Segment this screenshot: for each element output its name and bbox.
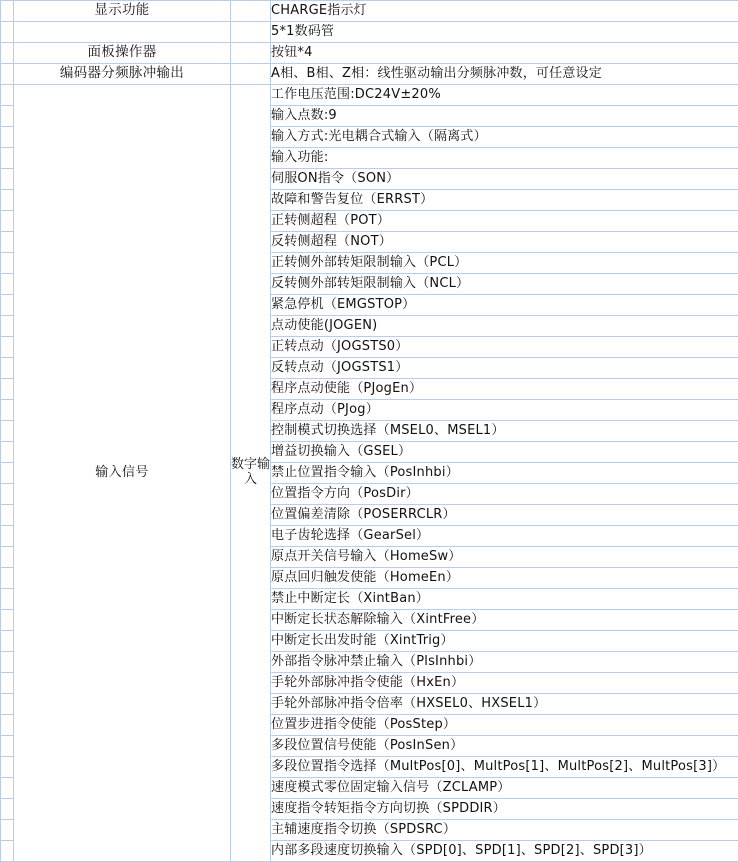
outer-spacer-cell xyxy=(1,379,14,400)
outer-spacer-cell xyxy=(1,400,14,421)
row-label-cell xyxy=(14,43,231,64)
table-row xyxy=(1,22,738,43)
row-value: 输入方式:光电耦合式输入（隔离式） xyxy=(271,127,738,148)
outer-spacer-cell xyxy=(1,295,14,316)
row-value: 位置偏差清除（POSERRCLR） xyxy=(271,505,738,526)
outer-spacer-cell xyxy=(1,127,14,148)
table-body xyxy=(1,1,738,862)
row-value: 程序点动（PJog） xyxy=(271,400,738,421)
row-value: 工作电压范围:DC24V±20% xyxy=(271,85,738,106)
row-value: 禁止中断定长（XintBan） xyxy=(271,589,738,610)
outer-spacer-cell xyxy=(1,694,14,715)
row-value: 位置指令方向（PosDir） xyxy=(271,484,738,505)
outer-spacer-cell xyxy=(1,673,14,694)
outer-spacer-cell xyxy=(1,211,14,232)
row-value: 反转点动（JOGSTS1） xyxy=(271,358,738,379)
row-value: 故障和警告复位（ERRST） xyxy=(271,190,738,211)
table-row xyxy=(1,43,738,64)
table-row xyxy=(1,85,738,106)
row-value: A相、B相、Z相：线性驱动输出分频脉冲数，可任意设定 xyxy=(271,64,738,85)
row-value: 增益切换输入（GSEL） xyxy=(271,442,738,463)
row-value: 速度模式零位固定输入信号（ZCLAMP） xyxy=(271,778,738,799)
outer-spacer-cell xyxy=(1,547,14,568)
row-label: 面板操作器 xyxy=(14,45,230,61)
sub-label-cell xyxy=(231,1,271,22)
outer-spacer-cell xyxy=(1,106,14,127)
outer-spacer-cell xyxy=(1,358,14,379)
outer-spacer-cell xyxy=(1,43,14,64)
row-label-cell xyxy=(14,1,231,22)
outer-spacer-cell xyxy=(1,820,14,841)
row-value: 内部多段速度切换输入（SPD[0]、SPD[1]、SPD[2]、SPD[3]） xyxy=(271,841,738,862)
outer-spacer-cell xyxy=(1,421,14,442)
row-value: 中断定长状态解除输入（XintFree） xyxy=(271,610,738,631)
row-value: 5*1数码管 xyxy=(271,22,738,43)
outer-spacer-cell xyxy=(1,757,14,778)
row-label: 编码器分频脉冲输出 xyxy=(14,66,230,82)
row-label-cell xyxy=(14,22,231,43)
table-row xyxy=(1,1,738,22)
outer-spacer-cell xyxy=(1,190,14,211)
outer-spacer-cell xyxy=(1,589,14,610)
digital-input-label: 数字输入 xyxy=(231,85,271,862)
sub-label-cell xyxy=(231,43,271,64)
row-value: 控制模式切换选择（MSEL0、MSEL1） xyxy=(271,421,738,442)
row-value: 反转侧外部转矩限制输入（NCL） xyxy=(271,274,738,295)
row-value: 程序点动使能（PJogEn） xyxy=(271,379,738,400)
row-value: 禁止位置指令输入（PosInhbi） xyxy=(271,463,738,484)
outer-spacer-cell xyxy=(1,337,14,358)
row-value: 多段位置指令选择（MultPos[0]、MultPos[1]、MultPos[2]、MultPos[3]） xyxy=(271,757,738,778)
outer-spacer-cell xyxy=(1,778,14,799)
outer-spacer-cell xyxy=(1,274,14,295)
row-value: 输入点数:9 xyxy=(271,106,738,127)
outer-spacer-cell xyxy=(1,85,14,106)
row-value: 多段位置信号使能（PosInSen） xyxy=(271,736,738,757)
row-value: 主辅速度指令切换（SPDSRC） xyxy=(271,820,738,841)
row-value: 外部指令脉冲禁止输入（PlsInhbi） xyxy=(271,652,738,673)
outer-spacer-cell xyxy=(1,715,14,736)
outer-spacer-cell xyxy=(1,253,14,274)
row-value: 紧急停机（EMGSTOP） xyxy=(271,295,738,316)
outer-spacer-cell xyxy=(1,316,14,337)
outer-spacer-cell xyxy=(1,148,14,169)
outer-spacer-cell xyxy=(1,736,14,757)
outer-spacer-cell xyxy=(1,232,14,253)
row-value: CHARGE指示灯 xyxy=(271,1,738,22)
row-value: 原点回归触发使能（HomeEn） xyxy=(271,568,738,589)
outer-spacer-cell xyxy=(1,442,14,463)
row-label: 显示功能 xyxy=(14,3,230,19)
row-value: 正转点动（JOGSTS0） xyxy=(271,337,738,358)
row-value: 正转侧外部转矩限制输入（PCL） xyxy=(271,253,738,274)
row-value: 手轮外部脉冲指令倍率（HXSEL0、HXSEL1） xyxy=(271,694,738,715)
row-value: 反转侧超程（NOT） xyxy=(271,232,738,253)
outer-spacer-cell xyxy=(1,631,14,652)
outer-spacer-cell xyxy=(1,64,14,85)
row-value: 正转侧超程（POT） xyxy=(271,211,738,232)
outer-spacer-cell xyxy=(1,463,14,484)
outer-spacer-cell xyxy=(1,505,14,526)
outer-spacer-cell xyxy=(1,799,14,820)
outer-spacer-cell xyxy=(1,568,14,589)
outer-spacer-cell xyxy=(1,22,14,43)
row-value: 手轮外部脉冲指令使能（HxEn） xyxy=(271,673,738,694)
row-label-cell xyxy=(14,64,231,85)
row-value: 电子齿轮选择（GearSel） xyxy=(271,526,738,547)
outer-spacer-cell xyxy=(1,841,14,862)
outer-spacer-cell xyxy=(1,1,14,22)
outer-spacer-cell xyxy=(1,610,14,631)
row-value: 输入功能: xyxy=(271,148,738,169)
sub-label-cell xyxy=(231,22,271,43)
table-row xyxy=(1,64,738,85)
signal-group-label: 输入信号 xyxy=(14,85,231,862)
row-value: 位置步进指令使能（PosStep） xyxy=(271,715,738,736)
row-value: 按钮*4 xyxy=(271,43,738,64)
row-value: 伺服ON指令（SON） xyxy=(271,169,738,190)
row-value: 原点开关信号输入（HomeSw） xyxy=(271,547,738,568)
outer-spacer-cell xyxy=(1,526,14,547)
sub-label-cell xyxy=(231,64,271,85)
outer-spacer-cell xyxy=(1,484,14,505)
outer-spacer-cell xyxy=(1,652,14,673)
row-value: 速度指令转矩指令方向切换（SPDDIR） xyxy=(271,799,738,820)
row-value: 点动使能(JOGEN) xyxy=(271,316,738,337)
outer-spacer-cell xyxy=(1,169,14,190)
row-value: 中断定长出发时能（XintTrig） xyxy=(271,631,738,652)
